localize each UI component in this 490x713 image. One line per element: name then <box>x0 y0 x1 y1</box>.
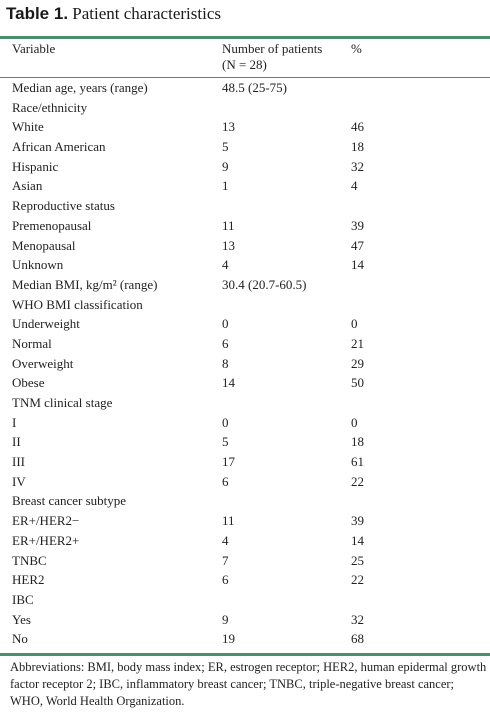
table-row <box>0 432 490 452</box>
row-percent: 47 <box>351 237 364 253</box>
table-row <box>0 610 490 630</box>
row-percent: 32 <box>351 158 364 174</box>
row-count: 13 <box>222 237 235 253</box>
table-row <box>0 491 490 511</box>
table-title <box>6 2 221 26</box>
row-percent: 68 <box>351 631 364 647</box>
table-row <box>0 236 490 256</box>
row-count: 4 <box>222 257 229 273</box>
row-percent: 0 <box>351 414 358 430</box>
row-variable: IV <box>12 473 26 489</box>
row-count: 13 <box>222 119 235 135</box>
row-variable: I <box>12 414 17 430</box>
table-row <box>0 511 490 531</box>
table-row <box>0 137 490 157</box>
row-percent: 14 <box>351 532 364 548</box>
row-variable: Breast cancer subtype <box>12 493 127 509</box>
row-variable: Unknown <box>12 257 64 273</box>
table-row <box>0 354 490 374</box>
row-variable: African American <box>12 139 106 155</box>
table-row <box>0 334 490 354</box>
top-rule <box>0 36 490 39</box>
row-count: 6 <box>222 335 229 351</box>
row-variable: Median BMI, kg/m² (range) <box>12 276 158 292</box>
header-patients-n: (N = 28) <box>222 57 267 72</box>
table-row <box>0 196 490 216</box>
table-body <box>0 78 490 649</box>
row-percent: 39 <box>351 513 364 529</box>
row-percent: 14 <box>351 257 364 273</box>
row-variable: III <box>12 454 25 470</box>
table-header <box>0 40 490 76</box>
row-percent: 32 <box>351 611 364 627</box>
row-percent: 22 <box>351 473 364 489</box>
row-count: 6 <box>222 572 229 588</box>
table-row <box>0 629 490 649</box>
row-variable: Premenopausal <box>12 217 92 233</box>
row-variable: White <box>12 119 44 135</box>
row-variable: TNM clinical stage <box>12 395 113 410</box>
row-percent: 25 <box>351 552 364 568</box>
row-variable: Underweight <box>12 316 80 332</box>
row-variable: Race/ethnicity <box>12 99 88 115</box>
row-percent: 18 <box>351 139 364 155</box>
row-percent: 29 <box>351 355 364 371</box>
row-variable: Yes <box>12 611 31 627</box>
row-variable: No <box>12 631 28 647</box>
table-row <box>0 373 490 393</box>
row-count: 0 <box>222 414 229 430</box>
row-variable: Menopausal <box>12 237 76 253</box>
row-percent: 21 <box>351 335 364 351</box>
row-percent: 39 <box>351 217 364 233</box>
table-footnote: Abbreviations: BMI, body mass index; ER, estrogen receptor; HER2, human epidermal growth factor receptor 2; IBC, inflammatory breast cancer; TNBC, triple-negative breast cancer; WHO, World Health Organization. <box>10 660 487 708</box>
table-row <box>0 295 490 315</box>
row-count: 11 <box>222 217 235 233</box>
row-variable: II <box>12 434 21 450</box>
table-row <box>0 531 490 551</box>
table-row <box>0 314 490 334</box>
row-percent: 22 <box>351 572 364 588</box>
table-row <box>0 216 490 236</box>
row-percent: 61 <box>351 454 364 470</box>
row-count: 11 <box>222 513 235 529</box>
row-variable: Hispanic <box>12 158 59 174</box>
header-variable: Variable <box>12 41 56 56</box>
row-count: 14 <box>222 375 235 391</box>
row-variable: WHO BMI classification <box>12 296 143 312</box>
row-percent: 4 <box>351 178 358 194</box>
row-variable: ER+/HER2+ <box>12 532 80 548</box>
row-count: 9 <box>222 158 229 174</box>
row-count: 4 <box>222 532 229 548</box>
row-variable: Obese <box>12 375 45 391</box>
table-row <box>0 255 490 275</box>
table-row <box>0 176 490 196</box>
row-variable: TNBC <box>12 552 47 568</box>
row-variable: ER+/HER2− <box>12 513 80 529</box>
row-count: 8 <box>222 355 229 371</box>
row-percent: 46 <box>351 119 364 135</box>
table-row <box>0 157 490 177</box>
row-count: 30.4 (20.7-60.5) <box>222 276 307 292</box>
row-percent: 50 <box>351 375 364 391</box>
row-percent: 0 <box>351 316 358 332</box>
table-row <box>0 413 490 433</box>
row-variable: Reproductive status <box>12 198 115 214</box>
row-count: 5 <box>222 139 229 155</box>
row-count: 9 <box>222 611 229 627</box>
row-variable: IBC <box>12 591 34 607</box>
row-count: 1 <box>222 178 229 194</box>
row-count: 5 <box>222 434 229 450</box>
row-count: 19 <box>222 631 235 647</box>
row-percent: 18 <box>351 434 364 450</box>
row-variable: Normal <box>12 335 52 351</box>
row-variable: Overweight <box>12 355 74 371</box>
table-row <box>0 472 490 492</box>
table-row <box>0 570 490 590</box>
table-row <box>0 98 490 118</box>
row-count: 0 <box>222 316 229 332</box>
header-percent: % <box>351 41 362 56</box>
table-title-label: Table 1. <box>6 4 69 23</box>
row-count: 7 <box>222 552 229 568</box>
table-row <box>0 78 490 98</box>
table-title-text: Patient characteristics <box>72 4 221 23</box>
row-count: 17 <box>222 454 235 470</box>
table-row <box>0 393 490 413</box>
row-variable: HER2 <box>12 572 45 588</box>
row-variable: Asian <box>12 178 43 194</box>
bottom-rule <box>0 653 490 656</box>
table-row <box>0 275 490 295</box>
table-row <box>0 551 490 571</box>
row-variable: Median age, years (range) <box>12 80 148 95</box>
table-row <box>0 117 490 137</box>
header-patients: Number of patients <box>222 41 323 56</box>
row-count: 48.5 (25-75) <box>222 80 287 95</box>
table-row <box>0 452 490 472</box>
table-row <box>0 590 490 610</box>
row-count: 6 <box>222 473 229 489</box>
